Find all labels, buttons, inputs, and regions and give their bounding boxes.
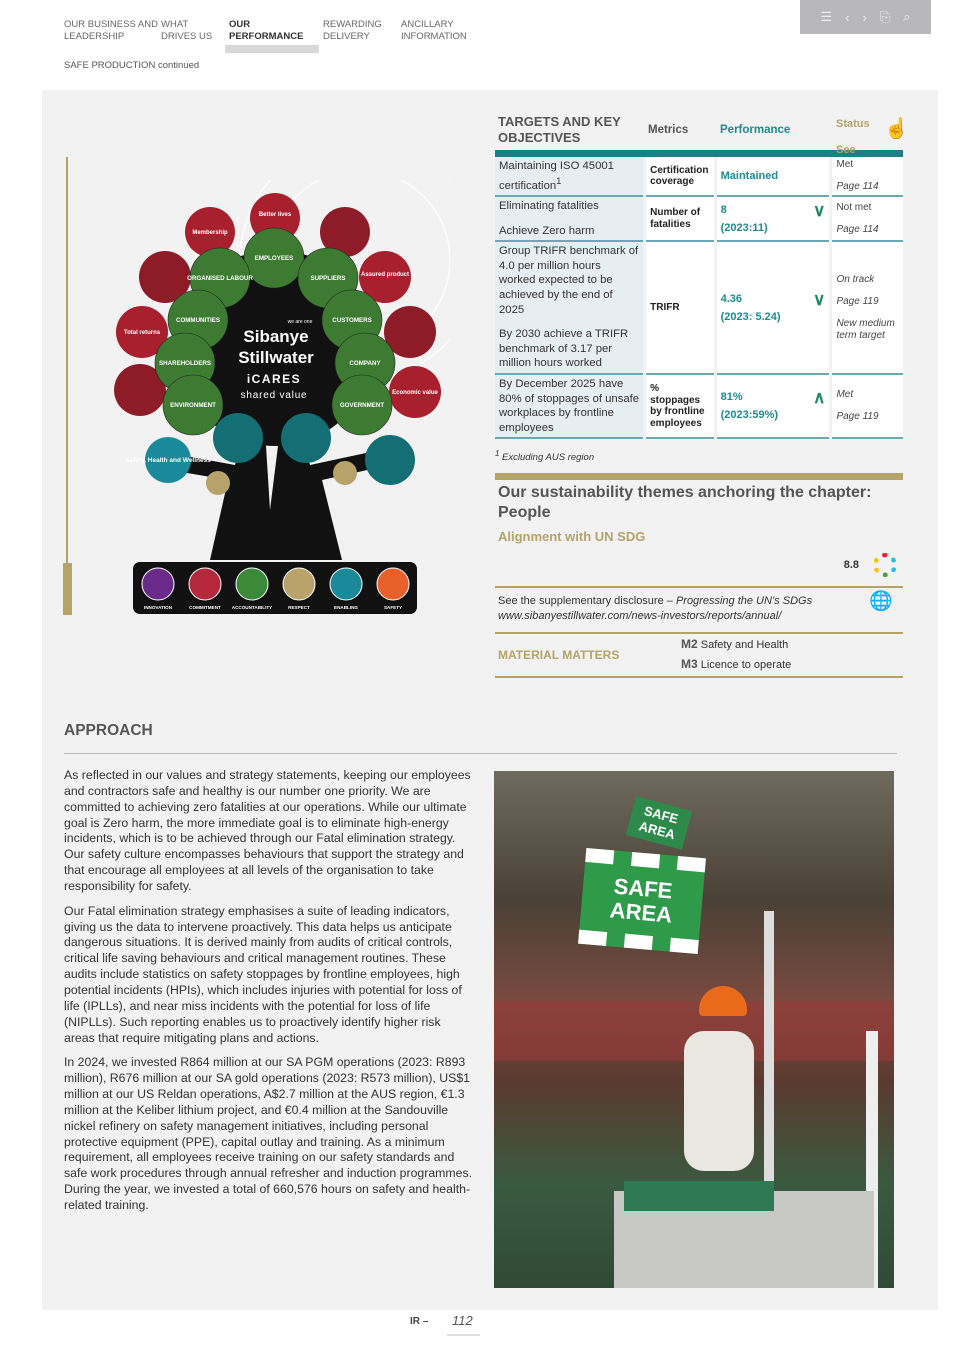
globe-icon[interactable]: 🌐	[869, 591, 893, 613]
toolbar	[800, 0, 931, 34]
table-row	[495, 197, 903, 242]
footer-prefix: IR –	[410, 1316, 429, 1327]
performance-prior: (2023:11)	[720, 221, 768, 234]
objective-text: Eliminating fatalities	[499, 200, 599, 212]
status-value: Met	[836, 159, 854, 170]
approach-paragraph: As reflected in our values and strategy statements, keeping our employees and contractors safe and healthy is our number one priority. We are committed to achieving zero fatalities at our operations. While our ultimate goal is Zero harm, the more immediate goal is to eliminate high-energy incidents, which is to be achieved through our Fatal elimination strategy. Our safety culture encompasses behaviours that support the strategy and that encourage all employees at all levels of the organisation to take responsibility for safety.	[64, 768, 471, 893]
nav-ancillary-information[interactable]: ANCILLARY INFORMATION	[401, 19, 467, 42]
brand-name-2: Stillwater	[238, 348, 314, 367]
stakeholder-company: COMPANY	[349, 360, 381, 367]
material-matter-m3: M3 Licence to operate	[681, 657, 792, 672]
status-value: Not met	[836, 201, 872, 213]
stakeholder-customers: CUSTOMERS	[332, 317, 372, 324]
value-safety-icon	[377, 568, 409, 600]
material-matters-label: MATERIAL MATTERS	[498, 648, 620, 663]
trend-down-icon: ∨	[813, 200, 826, 220]
header-see: See	[836, 144, 856, 156]
sdg-wheel-icon	[873, 553, 897, 577]
stakeholder-government: GOVERNMENT	[339, 402, 385, 409]
approach-paragraph: Our Fatal elimination strategy emphasises a suite of leading indicators, giving us the data to intervene proactively. This data helps us anticipate dangerous situations. It is derived mainly from audits of critical controls, critical life saving behaviours and critical management routines. These audits include statistics on safety stoppages by frontline employees, high potential incidents (HPIs), which includes injuries with potential for loss of life (IPLLs), and near miss incidents with the potential for loss of life (NIPLLs). Such reporting enables us to proactively identify higher risk areas that require mitigating plans and actions.	[64, 903, 462, 1045]
value-respect-icon	[283, 568, 315, 600]
metric-cell: Certification coverage	[646, 157, 714, 197]
header-status: Status	[836, 118, 870, 130]
metric-cell: TRIFR	[646, 242, 714, 375]
stakeholder-organised-labour: ORGANISED LABOUR	[187, 275, 253, 282]
sign-large: SAFE AREA	[578, 848, 706, 954]
targets-table	[492, 110, 909, 678]
value-label: SAFETY	[383, 605, 403, 610]
approach-divider	[64, 753, 897, 754]
trend-up-icon: ∧	[813, 388, 826, 408]
table-row	[495, 375, 903, 439]
metric-cell: Number of fatalities	[646, 197, 714, 242]
stakeholder-communities: COMMUNITIES	[176, 317, 220, 324]
value-innovation-icon	[142, 568, 174, 600]
icares-title: iCARES	[246, 372, 302, 386]
metric-cell: % stoppages by frontline employees	[646, 375, 714, 439]
footnote-mark: 1	[495, 449, 500, 459]
sign-small: SAFE AREA	[626, 796, 692, 850]
approach-heading: APPROACH	[64, 722, 153, 739]
outcome-economic-value: Economic value	[392, 390, 438, 396]
status-note: New medium term target	[836, 317, 895, 341]
nav-what-drives-us[interactable]: WHAT DRIVES US	[161, 19, 213, 42]
disclosure-text: See the supplementary disclosure –	[498, 595, 676, 608]
header-metrics: Metrics	[648, 124, 689, 136]
active-tab-indicator	[225, 45, 319, 53]
status-page-link[interactable]: Page 114	[836, 223, 879, 235]
footnote: Excluding AUS region	[502, 452, 595, 464]
stakeholder-shareholders: SHAREHOLDERS	[159, 360, 211, 367]
themes-box	[495, 473, 903, 678]
table-row	[495, 242, 903, 375]
value-label: COMMITMENT	[189, 605, 221, 610]
performance-value: 81%	[720, 391, 743, 404]
nav-our-business[interactable]: OUR BUSINESS AND LEADERSHIP	[64, 19, 158, 42]
outcome-better-lives: Better lives	[258, 212, 292, 218]
value-label: INNOVATION	[143, 605, 173, 610]
trend-down-icon: ∨	[813, 289, 826, 309]
icares-tree-diagram	[60, 180, 450, 620]
status-page-link[interactable]: Page 119	[836, 295, 879, 307]
export-icon[interactable]: ⎘	[879, 9, 891, 24]
stakeholder-environment: ENVIRONMENT	[170, 402, 216, 409]
section-breadcrumb: SAFE PRODUCTION continued	[64, 60, 200, 71]
menu-icon[interactable]: ☰	[820, 9, 833, 24]
value-accountability-icon	[236, 568, 268, 600]
status-value: On track	[836, 273, 875, 285]
brand-name-1: Sibanye	[243, 327, 309, 346]
page-number: 112	[452, 1313, 473, 1328]
objective-text: By 2030 achieve a TRIFR benchmark of 3.17 per million hours worked	[499, 328, 629, 370]
objective-text: Maintaining ISO 45001 certification$^1$	[499, 160, 614, 192]
disclosure-title: Progressing the UN’s SDGs	[675, 595, 813, 608]
performance-prior: (2023: 5.24)	[720, 310, 781, 323]
header-objectives: TARGETS AND KEY OBJECTIVES	[498, 114, 621, 145]
value-label: ACCOUNTABILITY	[231, 605, 273, 610]
material-matter-m2: M2 Safety and Health	[681, 637, 789, 652]
themes-title: Our sustainability themes anchoring the chapter: People	[498, 484, 872, 522]
safety-health-wellness-label: Safety, Health and Wellness	[125, 457, 211, 464]
outcome-membership: Membership	[192, 230, 228, 236]
brand-tag: we are one	[287, 319, 313, 325]
status-value: Met	[836, 389, 854, 401]
nav-rewarding-delivery[interactable]: REWARDING DELIVERY	[323, 19, 382, 42]
performance-value: Maintained	[720, 170, 779, 182]
sdg-value: 8.8	[843, 559, 859, 572]
page-number-underline	[447, 1334, 480, 1336]
header-performance: Performance	[720, 124, 791, 136]
search-icon[interactable]: ⌕	[903, 9, 911, 24]
disclosure-link[interactable]: www.sibanyestillwater.com/news-investors/reports/annual/	[498, 610, 782, 623]
footnote-ref: 1	[556, 174, 562, 186]
nav-our-performance[interactable]: OUR PERFORMANCE	[229, 19, 304, 42]
outcome-assured-product: Assured product	[360, 272, 410, 278]
performance-prior: (2023:59%)	[720, 409, 779, 422]
status-page-link[interactable]: Page 119	[836, 411, 879, 423]
table-row	[495, 157, 903, 197]
outcome-total-returns: Total returns	[123, 330, 161, 336]
objective-text: Group TRIFR benchmark of 4.0 per million hours worked expected to be achieved by the end of 2025	[499, 245, 639, 316]
chevron-right-icon[interactable]: ›	[862, 9, 867, 25]
stakeholder-suppliers: SUPPLIERS	[310, 275, 346, 282]
objective-text: Achieve Zero harm	[499, 224, 595, 237]
shared-value-label: shared value	[240, 390, 308, 401]
value-label: ENABLING	[334, 605, 358, 610]
themes-top-bar	[495, 473, 903, 480]
value-enabling-icon	[330, 568, 362, 600]
hand-pointer-icon[interactable]: ☝	[884, 118, 909, 140]
performance-value: 8	[720, 203, 727, 216]
sdg-label: Alignment with UN SDG	[498, 529, 646, 545]
objective-text: By December 2025 have 80% of stoppages of unsafe workplaces by frontline employees	[499, 377, 640, 434]
value-label: RESPECT	[288, 605, 310, 610]
approach-paragraph: In 2024, we invested R864 million at our SA PGM operations (2023: R893 million), R676 million at our SA gold operations (2023: R573 million), US$1 million at our US Reldan operations, A$2.7 million at the AUS region, €1.3 million at the Keliber lithium project, and €0.4 million at the Sandouville nickel refinery on safety management initiatives, including personal protective equipment (PPE), capital outlay and training. As a minimum requirement, all employees receive training on our safety standards and safe work procedures through annual refresher and induction programmes. During the year, we invested a total of 660,576 hours on safety and health-related training.	[64, 1055, 473, 1212]
chevron-left-icon[interactable]: ‹	[845, 9, 850, 25]
stakeholder-employees: EMPLOYEES	[254, 255, 294, 262]
safe-area-photo	[494, 771, 894, 1288]
value-commitment-icon	[189, 568, 221, 600]
status-page-link[interactable]: Page 114	[836, 181, 879, 192]
performance-value: 4.36	[720, 292, 743, 305]
